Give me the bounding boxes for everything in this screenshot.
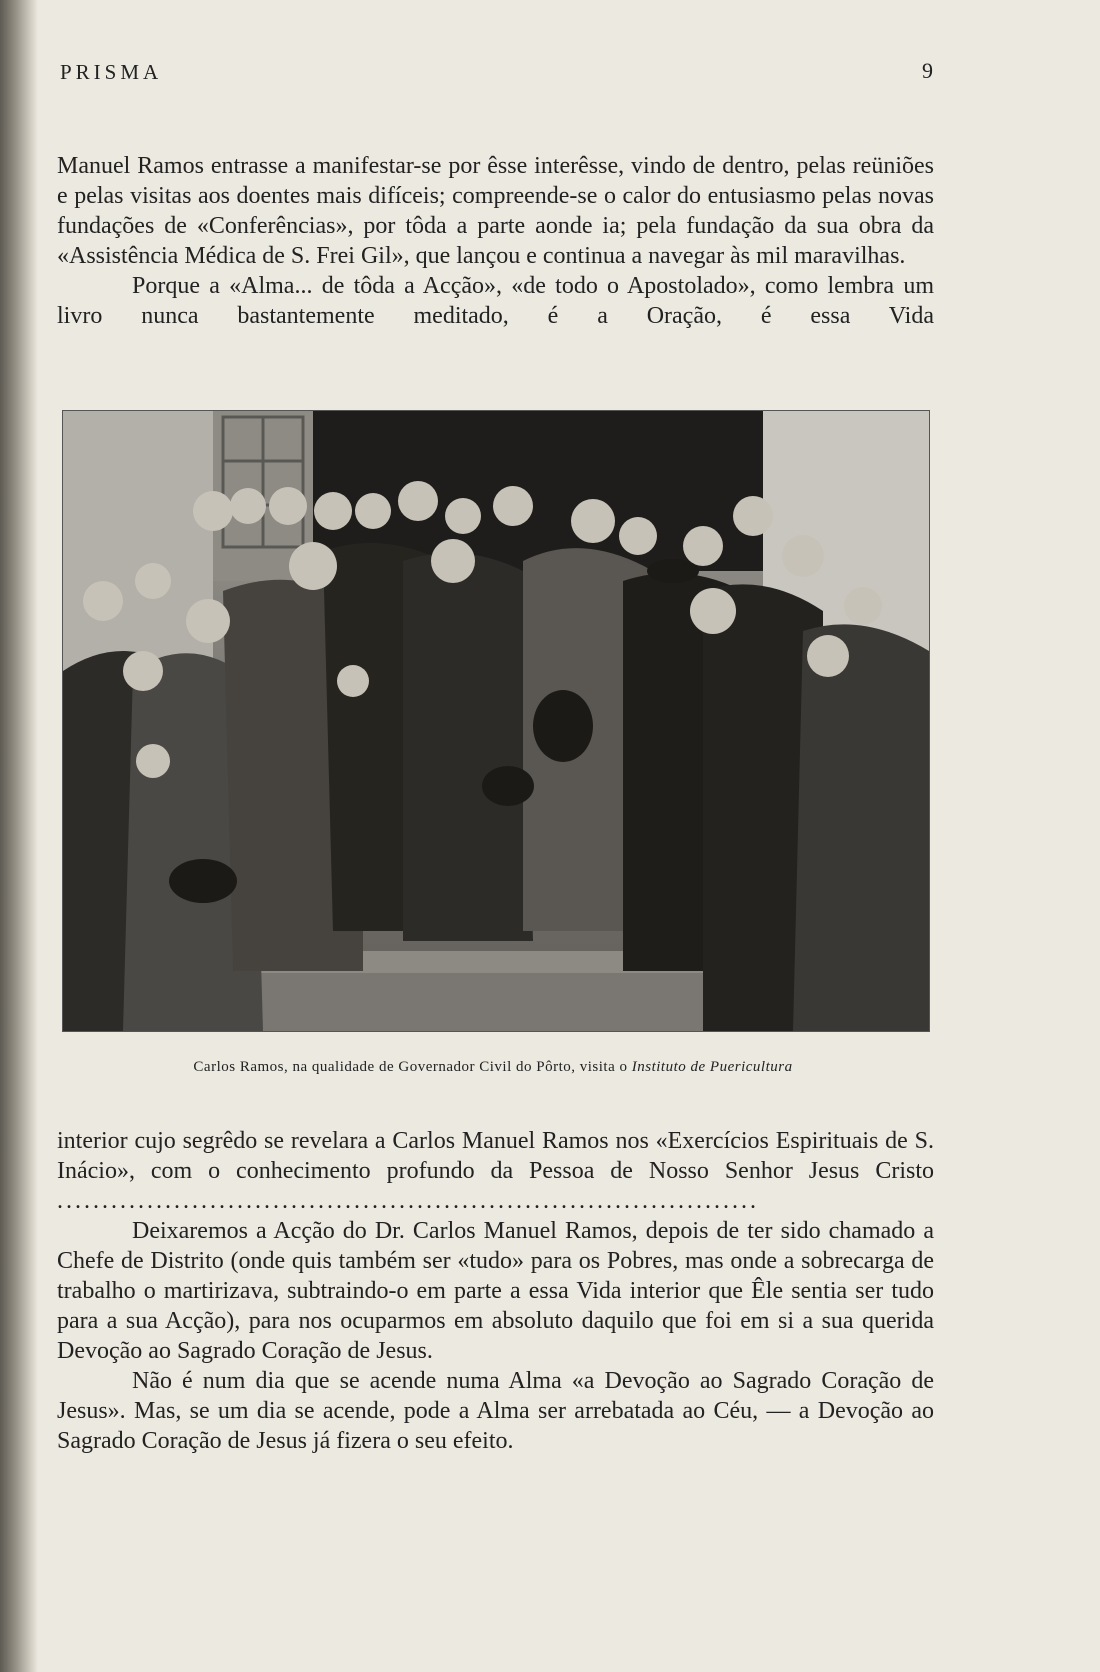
paragraph: Manuel Ramos entrasse a manifestar-se por êsse interêsse, vindo de dentro, pelas reüniões e pelas visitas aos doentes mais difíceis; compreende-se o calor do entusiasmo pelas novas fundações de «Conferências», por tôda a parte aonde ia; pela fundação da sua obra da «Assistência Médica de S. Frei Gil», que lançou e continua a navegar às mil maravilhas. — [57, 153, 934, 269]
photograph-image — [63, 411, 929, 1031]
bottom-text-block — [57, 1126, 934, 1456]
paragraph: Não é num dia que se acende numa Alma «a Devoção ao Sagrado Coração de Jesus». Mas, se um dia se acende, pode a Alma ser arrebatada ao Céu, — a Devoção ao Sagrado Coração de Jesus já fizera o seu efeito. — [57, 1368, 934, 1454]
photo-caption — [60, 1059, 926, 1076]
caption-text: Carlos Ramos, na qualidade de Governador Civil do Pôrto, visita o — [193, 1059, 632, 1075]
running-header-title: PRISMA — [60, 60, 163, 84]
group-photograph — [62, 410, 930, 1032]
continuation-text: interior cujo segrêdo se revelara a Carlos Manuel Ramos nos «Exercícios Espirituais de S. Inácio», com o conhecimento profundo da Pessoa de Nosso Senhor Jesus Cristo — [57, 1128, 934, 1184]
paragraph: Porque a «Alma... de tôda a Acção», «de todo o Apostolado», como lembra um livro nunca bastantemente meditado, é a Oração, é essa Vida — [57, 273, 934, 329]
page-number: 9 — [922, 58, 933, 83]
paragraph: Deixaremos a Acção do Dr. Carlos Manuel Ramos, depois de ter sido chamado a Chefe de Distrito (onde quis também ser «tudo» para os Pobres, mas onde a sobrecarga de trabalho o martirizava, subtraindo-o em parte a essa Vida interior que Êle sentia ser tudo para a sua Acção), para nos ocuparmos em absoluto daquilo que foi em si a sua querida Devoção ao Sagrado Coração de Jesus. — [57, 1218, 934, 1364]
caption-italic-title: Instituto de Puericultura — [631, 1059, 793, 1075]
dot-leader: .............................................................................. — [57, 1188, 759, 1214]
paragraph — [57, 1126, 934, 1216]
top-text-block — [57, 151, 934, 331]
page-binding-shadow — [0, 0, 38, 1672]
